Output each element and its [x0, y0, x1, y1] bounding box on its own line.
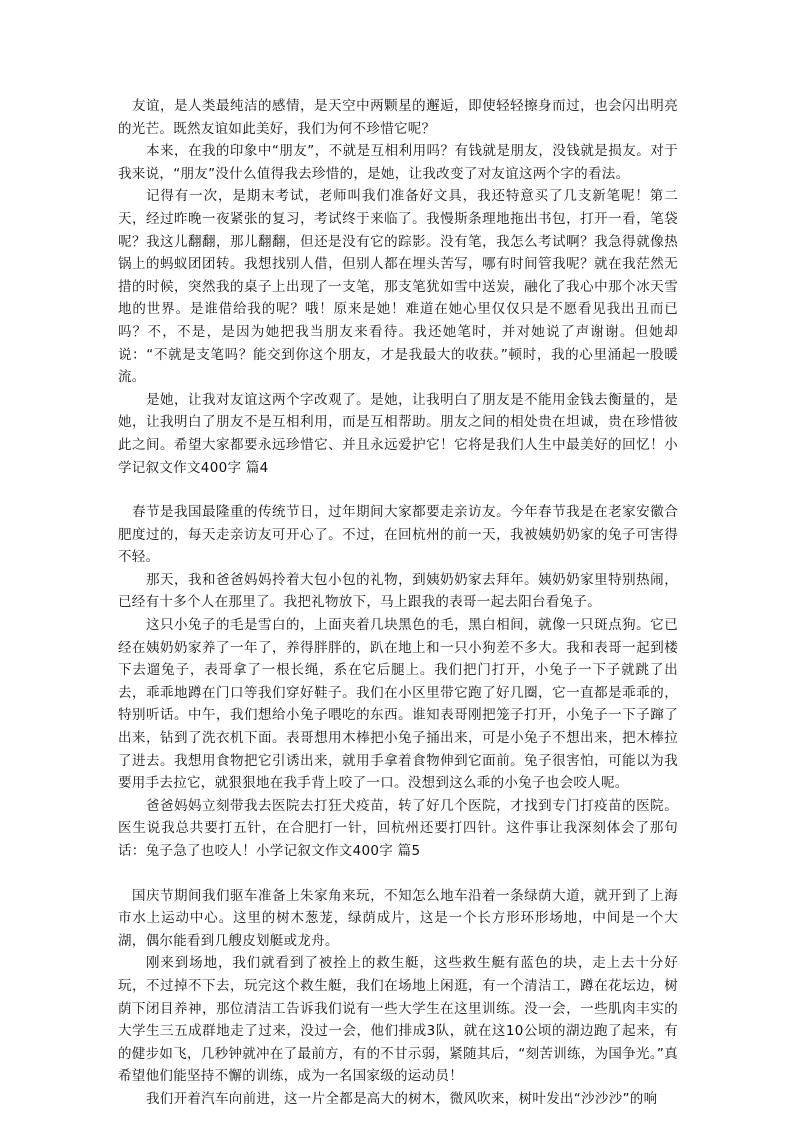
paragraph: 爸爸妈妈立刻带我去医院去打狂犬疫苗，转了好几个医院，才找到专门打疫苗的医院。医生说我总共要打五针，在合肥打一针，回杭州还要打四针。这件事让我深刻体会了那句话：兔子急了也咬人！小学记叙文作文400字 篇5	[118, 797, 678, 859]
paragraph: 是她，让我对友谊这两个字改观了。是她，让我明白了朋友是不能用金钱去衡量的，是她，让我明白了朋友不是互相利用，而是互相帮助。朋友之间的相处贵在坦诚，贵在珍惜彼此之间。希望大家都要永远珍惜它、并且永远爱护它！它将是我们人生中最美好的回忆！小学记叙文作文400字 篇4	[118, 391, 678, 476]
paragraph: 本来，在我的印象中“朋友”，不就是互相利用吗？有钱就是朋友，没钱就是损友。对于我来说，“朋友”没什么值得我去珍惜的，是她，让我改变了对友谊这两个字的看法。	[118, 143, 678, 182]
document-body	[118, 95, 678, 1111]
paragraph: 刚来到场地，我们就看到了被拴上的救生艇，这些救生艇有蓝色的块，走上去十分好玩，不过掉不下去，玩完这个救生艇，我们在场地上闲逛，有一个清洁工，蹲在花坛边，树荫下闭目养神，那位清洁工告诉我们说有一些大学生在这里训练。没一会，一些肌肉丰实的大学生三五成群地走了过来，没过一会，他们排成3队，就在这10公顷的湖边跑了起来，有的健步如飞，几秒钟就冲在了最前方，有的不甘示弱，紧随其后，“刻苦训练，为国争光。”真希望他们能坚持不懈的训练，成为一名国家级的运动员！	[118, 955, 678, 1085]
paragraph: 我们开着汽车向前进，这一片全都是高大的树木，微风吹来，树叶发出“沙沙沙”的响	[146, 1090, 658, 1107]
paragraph: 春节是我国最隆重的传统节日，过年期间大家都要走亲访友。今年春节我是在老家安徽合肥度过的，每天走亲访友可开心了。不过，在回杭州的前一天，我被姨奶奶家的兔子可害得不轻。	[118, 504, 678, 566]
section-gap	[118, 863, 678, 885]
paragraph: 记得有一次，是期末考试，老师叫我们准备好文具，我还特意买了几支新笔呢！第二天，经过昨晚一夜紧张的复习，考试终于来临了。我慢斯条理地拖出书包，打开一看，笔袋呢？我这儿翻翻，那儿翻翻，但还是没有它的踪影。没有笔，我怎么考试啊？我急得就像热锅上的蚂蚁团团转。我想找别人借，但别人都在埋头苦写，哪有时间管我呢？就在我茫然无措的时候，突然我的桌子上出现了一支笔，那支笔犹如雪中送炭，融化了我心中那个冰天雪地的世界。是谁借给我的呢？哦！原来是她！难道在她心里仅仅只是不愿看见我出丑而已吗？不，不是，是因为她把我当朋友来看待。我还她笔时，并对她说了声谢谢。但她却说：“不就是支笔吗？能交到你这个朋友，才是我最大的收获。”顿时，我的心里涌起一股暖流。	[118, 188, 678, 386]
paragraph: 那天，我和爸爸妈妈拎着大包小包的礼物，到姨奶奶家去拜年。姨奶奶家里特别热闹，已经有十多个人在那里了。我把礼物放下，马上跟我的表哥一起去阳台看兔子。	[118, 571, 678, 611]
paragraph: 友谊，是人类最纯洁的感情，是天空中两颗星的邂逅，即使轻轻擦身而过，也会闪出明亮的光芒。既然友谊如此美好，我们为何不珍惜它呢？	[118, 98, 678, 137]
paragraph: 国庆节期间我们驱车准备上朱家角来玩，不知怎么地车沿着一条绿荫大道，就开到了上海市水上运动中心。这里的树木葱茏，绿荫成片，这是一个长方形环形场地，中间是一个大湖，偶尔能看到几艘皮划艇或龙舟。	[118, 887, 678, 949]
section-gap	[118, 479, 678, 501]
paragraph: 这只小兔子的毛是雪白的，上面夹着几块黑色的毛，黑白相间，就像一只斑点狗。它已经在姨奶奶家养了一年了，养得胖胖的，趴在地上和一只小狗差不多大。我和表哥一起到楼下去遛兔子，表哥拿了一根长绳，系在它后腿上。我们把门打开，小兔子一下子就跳了出去，乖乖地蹲在门口等我们穿好鞋子。我们在小区里带它跑了好几圈，它一直都是乖乖的，特别听话。中午，我们想给小兔子喂吃的东西。谁知表哥刚把笼子打开，小兔子一下子蹿了出来，钻到了洗衣机下面。表哥想用木棒把小兔子捅出来，可是小兔子不想出来，把木棒拉了进去。我想用食物把它引诱出来，就用手拿着食物伸到它面前。兔子很害怕，可能以为我要用手去拉它，就狠狠地在我手背上咬了一口。没想到这么乖的小兔子也会咬人呢。	[118, 617, 678, 792]
